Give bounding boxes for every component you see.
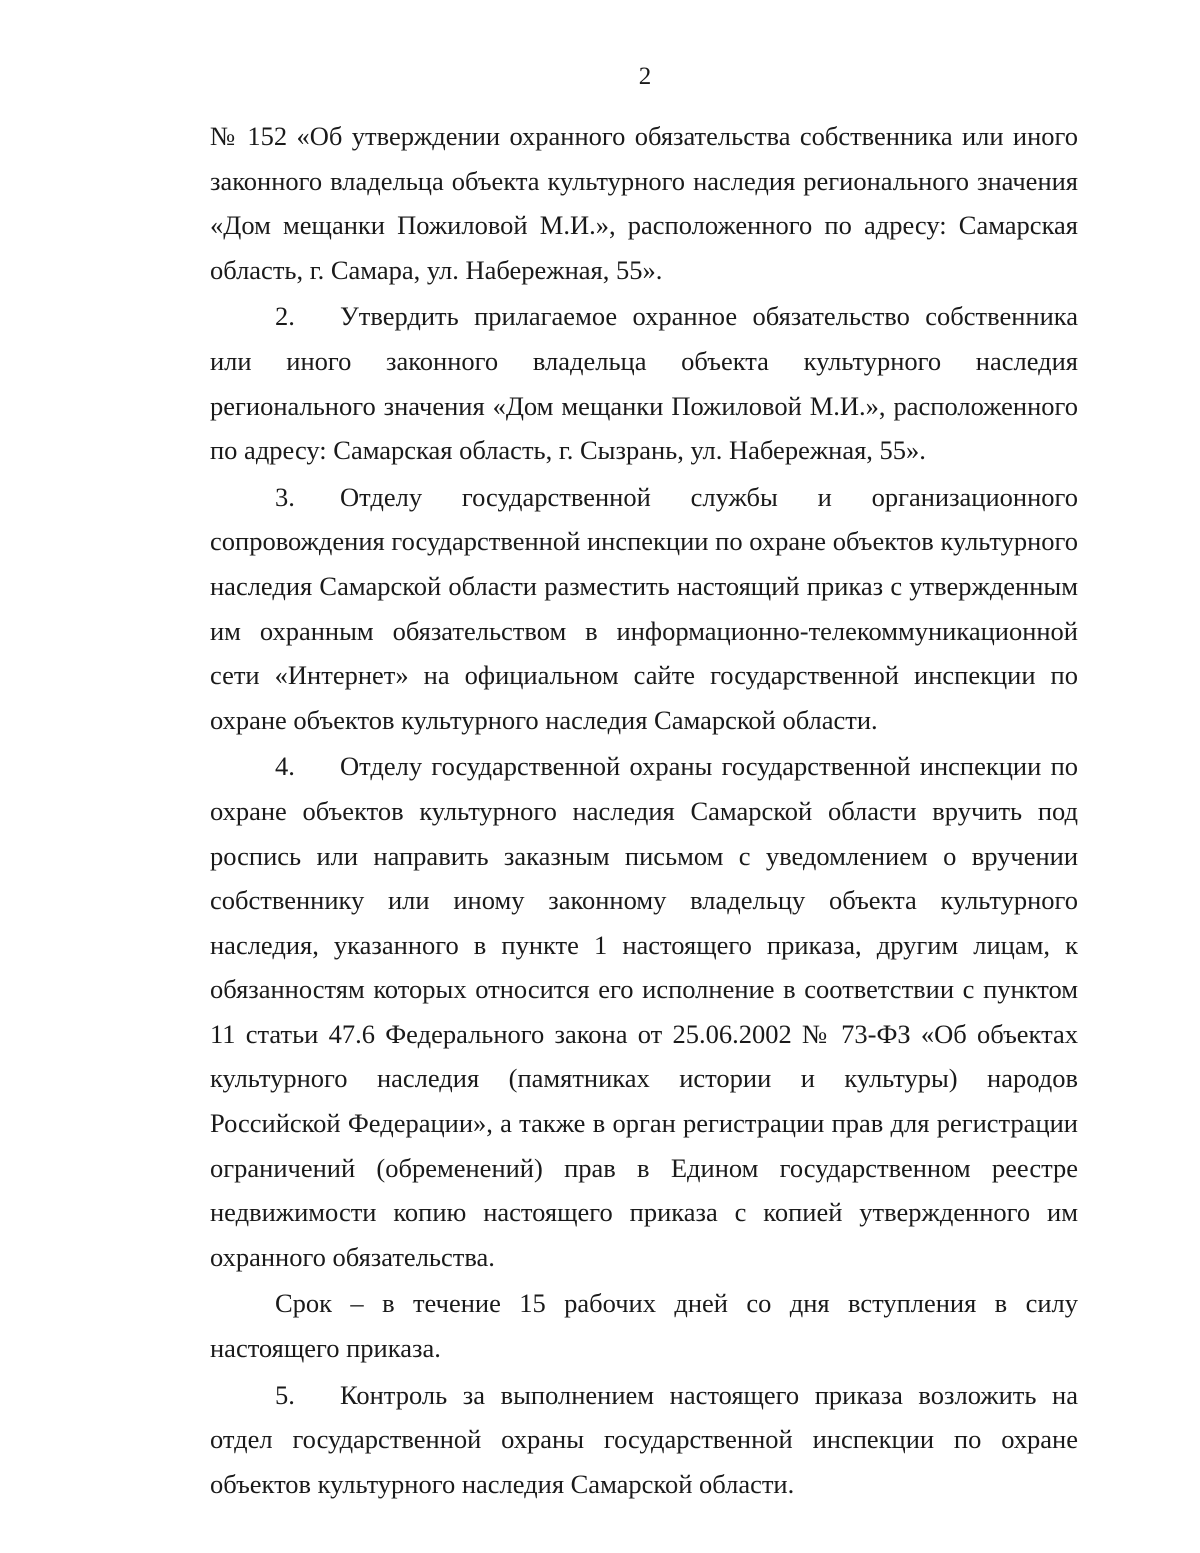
paragraph-item-4 [210,744,1078,1279]
item-text-4: Отделу государственной охраны государственной инспекции по охране объектов культурного наследия Самарской области вручить под роспись или направить заказным письмом с уведомлением о вручении собственнику или иному законному владельцу объекта культурного наследия, указанного в пункте 1 настоящего приказа, другим лицам, к обязанностям которых относится его исполнение в соответствии с пунктом 11 статьи 47.6 Федерального закона от 25.06.2002 № 73-ФЗ «Об объектах культурного наследия (памятниках истории и культуры) народов Российской Федерации», а также в орган регистрации прав для регистрации ограничений (обременений) прав в Едином государственном реестре недвижимости копию настоящего приказа с копией утвержденного им охранного обязательства. [210,751,1078,1272]
item-number-5: 5. [275,1379,295,1410]
paragraph-item-5 [210,1373,1078,1507]
item-number-2: 2. [275,301,295,332]
paragraph-continuation: № 152 «Об утверждении охранного обязательства собственника или иного законного владельца объекта культурного наследия регионального значения «Дом мещанки Пожиловой М.И.», расположенного по адресу: Самарская область, г. Самара, ул. Набережная, 55». [210,121,1078,285]
paragraph-deadline: Срок – в течение 15 рабочих дней со дня вступления в силу настоящего приказа. [210,1288,1078,1364]
paragraph-item-2 [210,294,1078,472]
item-text-5: Контроль за выполнением настоящего приказа возложить на отдел государственной охраны государственной инспекции по охране объектов культурного наследия Самарской области. [210,1379,1078,1499]
item-text-3: Отделу государственной службы и организационного сопровождения государственной инспекции по охране объектов культурного наследия Самарской области разместить настоящий приказ с утвержденным им охранным обязательством в информационно-телекоммуникационной сети «Интернет» на официальном сайте государственной инспекции по охране объектов культурного наследия Самарской области. [210,481,1078,735]
item-number-4: 4. [275,751,295,782]
item-number-3: 3. [275,481,295,512]
item-text-2: Утвердить прилагаемое охранное обязательство собственника или иного законного владельца объекта культурного наследия регионального значения «Дом мещанки Пожиловой М.И.», расположенного по адресу: Самарская область, г. Сызрань, ул. Набережная, 55». [210,301,1078,466]
paragraph-item-3 [210,475,1078,743]
document-body [210,114,1078,1506]
page-number: 2 [638,63,652,90]
